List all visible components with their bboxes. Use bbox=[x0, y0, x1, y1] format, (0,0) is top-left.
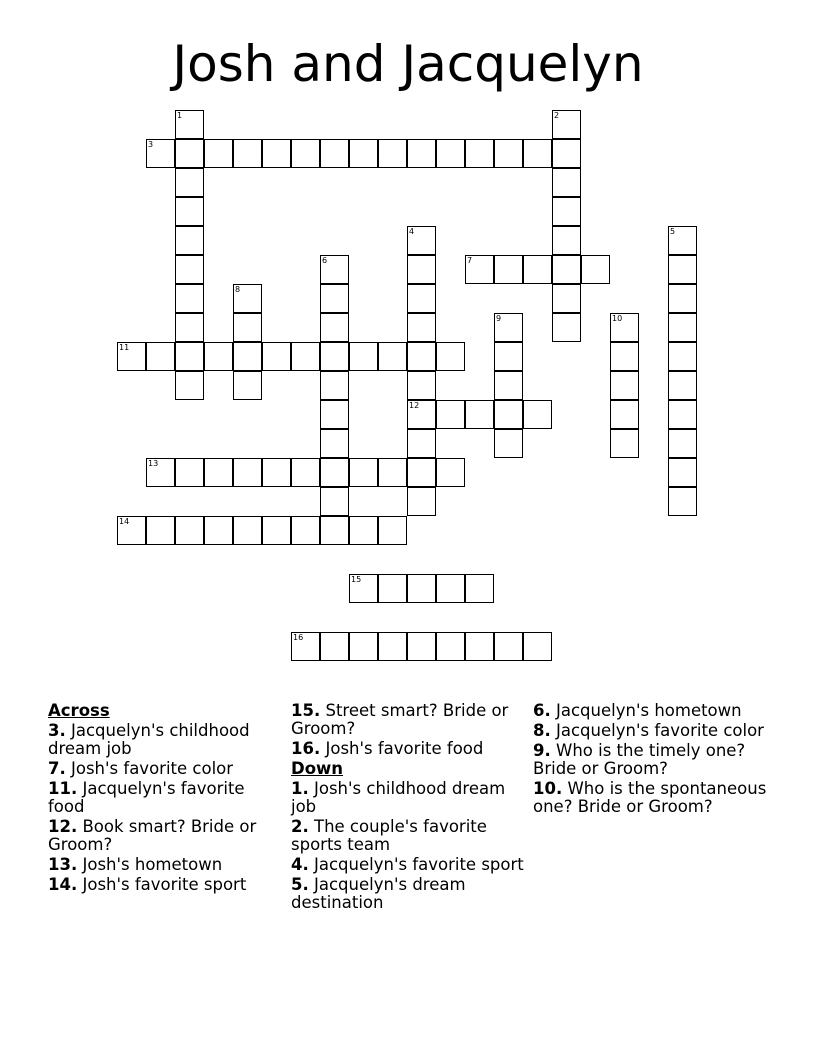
grid-cell[interactable] bbox=[233, 342, 262, 371]
grid-cell[interactable] bbox=[378, 342, 407, 371]
grid-cell[interactable] bbox=[146, 458, 175, 487]
clue-number: 13. bbox=[48, 855, 78, 874]
clue-across-14 bbox=[48, 876, 283, 894]
grid-cell[interactable] bbox=[610, 400, 639, 429]
grid-cell[interactable] bbox=[320, 371, 349, 400]
grid-cell[interactable] bbox=[204, 342, 233, 371]
clue-text: Josh's favorite food bbox=[325, 739, 484, 758]
clue-down-2 bbox=[291, 818, 526, 854]
grid-cell[interactable] bbox=[552, 168, 581, 197]
cell-number: 12 bbox=[409, 401, 420, 410]
grid-cell[interactable] bbox=[349, 574, 378, 603]
grid-cell[interactable] bbox=[523, 632, 552, 661]
grid-cell[interactable] bbox=[175, 516, 204, 545]
grid-cell[interactable] bbox=[175, 284, 204, 313]
grid-cell[interactable] bbox=[291, 342, 320, 371]
grid-cell[interactable] bbox=[320, 400, 349, 429]
grid-cell[interactable] bbox=[320, 342, 349, 371]
grid-cell[interactable] bbox=[233, 313, 262, 342]
grid-cell[interactable] bbox=[668, 487, 697, 516]
grid-cell[interactable] bbox=[175, 139, 204, 168]
grid-cell[interactable] bbox=[175, 197, 204, 226]
clue-across-3 bbox=[48, 722, 283, 758]
grid-cell[interactable] bbox=[668, 371, 697, 400]
clue-number: 3. bbox=[48, 721, 66, 740]
grid-cell[interactable] bbox=[291, 632, 320, 661]
grid-cell[interactable] bbox=[668, 342, 697, 371]
clue-number: 1. bbox=[291, 779, 309, 798]
clue-down-5 bbox=[291, 876, 526, 912]
grid-cell[interactable] bbox=[349, 516, 378, 545]
clue-number: 6. bbox=[533, 701, 551, 720]
grid-cell[interactable] bbox=[204, 516, 233, 545]
grid-cell[interactable] bbox=[175, 342, 204, 371]
grid-cell[interactable] bbox=[523, 255, 552, 284]
grid-cell[interactable] bbox=[378, 632, 407, 661]
grid-cell[interactable] bbox=[668, 284, 697, 313]
clue-text: The couple's favorite sports team bbox=[291, 817, 487, 854]
clue-across-11 bbox=[48, 780, 283, 816]
cell-number: 3 bbox=[148, 140, 154, 149]
grid-cell[interactable] bbox=[436, 342, 465, 371]
clue-number: 15. bbox=[291, 701, 321, 720]
clue-text: Josh's hometown bbox=[82, 855, 223, 874]
grid-cell[interactable] bbox=[320, 139, 349, 168]
cell-number: 14 bbox=[119, 517, 130, 526]
grid-cell[interactable] bbox=[465, 400, 494, 429]
grid-cell[interactable] bbox=[610, 342, 639, 371]
grid-cell[interactable] bbox=[552, 255, 581, 284]
grid-cell[interactable] bbox=[407, 429, 436, 458]
grid-cell[interactable] bbox=[552, 313, 581, 342]
grid-cell[interactable] bbox=[407, 458, 436, 487]
grid-cell[interactable] bbox=[407, 255, 436, 284]
grid-cell[interactable] bbox=[262, 458, 291, 487]
grid-cell[interactable] bbox=[378, 458, 407, 487]
grid-cell[interactable] bbox=[349, 139, 378, 168]
clue-number: 14. bbox=[48, 875, 78, 894]
grid-cell[interactable] bbox=[175, 313, 204, 342]
grid-cell[interactable] bbox=[494, 342, 523, 371]
clue-text: Who is the spontaneous one? Bride or Groom? bbox=[533, 779, 767, 816]
clue-text: Jacquelyn's hometown bbox=[556, 701, 742, 720]
grid-cell[interactable] bbox=[465, 574, 494, 603]
grid-cell[interactable] bbox=[378, 516, 407, 545]
clue-across-13 bbox=[48, 856, 283, 874]
cell-number: 7 bbox=[467, 256, 473, 265]
grid-cell[interactable] bbox=[233, 284, 262, 313]
clues-column-2 bbox=[291, 702, 526, 914]
cell-number: 16 bbox=[293, 633, 304, 642]
clue-number: 10. bbox=[533, 779, 563, 798]
page-title: Josh and Jacquelyn bbox=[172, 35, 644, 93]
clue-text: Book smart? Bride or Groom? bbox=[48, 817, 257, 854]
grid-cell[interactable] bbox=[436, 400, 465, 429]
grid-cell[interactable] bbox=[291, 516, 320, 545]
grid-cell[interactable] bbox=[407, 574, 436, 603]
clue-down-6 bbox=[533, 702, 768, 720]
grid-cell[interactable] bbox=[146, 139, 175, 168]
grid-cell[interactable] bbox=[552, 226, 581, 255]
grid-cell[interactable] bbox=[610, 371, 639, 400]
grid-cell[interactable] bbox=[262, 342, 291, 371]
grid-cell[interactable] bbox=[668, 255, 697, 284]
grid-cell[interactable] bbox=[494, 400, 523, 429]
grid-cell[interactable] bbox=[552, 197, 581, 226]
cell-number: 15 bbox=[351, 575, 362, 584]
clue-text: Jacquelyn's childhood dream job bbox=[48, 721, 250, 758]
grid-cell[interactable] bbox=[494, 139, 523, 168]
grid-cell[interactable] bbox=[523, 139, 552, 168]
grid-cell[interactable] bbox=[233, 516, 262, 545]
grid-cell[interactable] bbox=[146, 342, 175, 371]
clue-text: Josh's favorite sport bbox=[82, 875, 247, 894]
grid-cell[interactable] bbox=[436, 458, 465, 487]
grid-cell[interactable] bbox=[436, 574, 465, 603]
grid-cell[interactable] bbox=[175, 110, 204, 139]
grid-cell[interactable] bbox=[204, 139, 233, 168]
cell-number: 9 bbox=[496, 314, 502, 323]
grid-cell[interactable] bbox=[407, 487, 436, 516]
grid-cell[interactable] bbox=[175, 255, 204, 284]
clue-down-4 bbox=[291, 856, 526, 874]
grid-cell[interactable] bbox=[668, 313, 697, 342]
grid-cell[interactable] bbox=[378, 139, 407, 168]
grid-cell[interactable] bbox=[494, 632, 523, 661]
grid-cell[interactable] bbox=[552, 284, 581, 313]
grid-cell[interactable] bbox=[407, 139, 436, 168]
grid-cell[interactable] bbox=[378, 574, 407, 603]
cell-number: 10 bbox=[612, 314, 623, 323]
clue-text: Jacquelyn's favorite color bbox=[556, 721, 764, 740]
grid-cell[interactable] bbox=[204, 458, 233, 487]
cell-number: 2 bbox=[554, 111, 560, 120]
grid-cell[interactable] bbox=[117, 516, 146, 545]
grid-cell[interactable] bbox=[175, 371, 204, 400]
grid-cell[interactable] bbox=[581, 255, 610, 284]
clue-across-16 bbox=[291, 740, 526, 758]
grid-cell[interactable] bbox=[407, 313, 436, 342]
cell-number: 5 bbox=[670, 227, 676, 236]
clue-text: Jacquelyn's favorite food bbox=[48, 779, 245, 816]
grid-cell[interactable] bbox=[494, 313, 523, 342]
clue-text: Josh's favorite color bbox=[71, 759, 234, 778]
grid-cell[interactable] bbox=[668, 400, 697, 429]
clue-number: 8. bbox=[533, 721, 551, 740]
cell-number: 13 bbox=[148, 459, 159, 468]
grid-cell[interactable] bbox=[494, 371, 523, 400]
grid-cell[interactable] bbox=[291, 458, 320, 487]
grid-cell[interactable] bbox=[465, 255, 494, 284]
clue-number: 12. bbox=[48, 817, 78, 836]
grid-cell[interactable] bbox=[349, 342, 378, 371]
grid-cell[interactable] bbox=[320, 458, 349, 487]
clue-across-15 bbox=[291, 702, 526, 738]
clues-column-3 bbox=[533, 702, 768, 818]
grid-cell[interactable] bbox=[436, 632, 465, 661]
grid-cell[interactable] bbox=[407, 226, 436, 255]
grid-cell[interactable] bbox=[407, 284, 436, 313]
clue-number: 11. bbox=[48, 779, 78, 798]
grid-cell[interactable] bbox=[291, 139, 320, 168]
grid-cell[interactable] bbox=[407, 632, 436, 661]
clues-column-1 bbox=[48, 702, 283, 896]
clue-down-9 bbox=[533, 742, 768, 778]
clue-number: 4. bbox=[291, 855, 309, 874]
cell-number: 6 bbox=[322, 256, 328, 265]
cell-number: 11 bbox=[119, 343, 130, 352]
grid-cell[interactable] bbox=[320, 429, 349, 458]
grid-cell[interactable] bbox=[320, 313, 349, 342]
grid-cell[interactable] bbox=[668, 226, 697, 255]
clue-number: 16. bbox=[291, 739, 321, 758]
grid-cell[interactable] bbox=[175, 226, 204, 255]
grid-cell[interactable] bbox=[407, 342, 436, 371]
across-heading: Across bbox=[48, 701, 110, 720]
grid-cell[interactable] bbox=[407, 371, 436, 400]
clue-text: Jacquelyn's favorite sport bbox=[314, 855, 524, 874]
clue-down-1 bbox=[291, 780, 526, 816]
grid-cell[interactable] bbox=[523, 400, 552, 429]
clue-text: Street smart? Bride or Groom? bbox=[291, 701, 509, 738]
grid-cell[interactable] bbox=[465, 632, 494, 661]
grid-cell[interactable] bbox=[233, 371, 262, 400]
grid-cell[interactable] bbox=[552, 139, 581, 168]
cell-number: 1 bbox=[177, 111, 183, 120]
grid-cell[interactable] bbox=[233, 458, 262, 487]
clue-number: 5. bbox=[291, 875, 309, 894]
grid-cell[interactable] bbox=[320, 255, 349, 284]
cell-number: 4 bbox=[409, 227, 415, 236]
grid-cell[interactable] bbox=[407, 400, 436, 429]
clue-across-7 bbox=[48, 760, 283, 778]
clue-down-10 bbox=[533, 780, 768, 816]
grid-cell[interactable] bbox=[175, 168, 204, 197]
clue-number: 9. bbox=[533, 741, 551, 760]
grid-cell[interactable] bbox=[117, 342, 146, 371]
cell-number: 8 bbox=[235, 285, 241, 294]
grid-cell[interactable] bbox=[320, 516, 349, 545]
down-heading: Down bbox=[291, 759, 344, 778]
clue-number: 7. bbox=[48, 759, 66, 778]
clue-across-12 bbox=[48, 818, 283, 854]
clue-down-8 bbox=[533, 722, 768, 740]
grid-cell[interactable] bbox=[175, 458, 204, 487]
grid-cell[interactable] bbox=[494, 429, 523, 458]
grid-cell[interactable] bbox=[668, 458, 697, 487]
grid-cell[interactable] bbox=[668, 429, 697, 458]
grid-cell[interactable] bbox=[320, 487, 349, 516]
grid-cell[interactable] bbox=[320, 284, 349, 313]
grid-cell[interactable] bbox=[610, 429, 639, 458]
clue-text: Jacquelyn's dream destination bbox=[291, 875, 466, 912]
grid-cell[interactable] bbox=[494, 255, 523, 284]
clue-number: 2. bbox=[291, 817, 309, 836]
grid-cell[interactable] bbox=[610, 313, 639, 342]
grid-cell[interactable] bbox=[233, 139, 262, 168]
grid-cell[interactable] bbox=[146, 516, 175, 545]
grid-cell[interactable] bbox=[349, 632, 378, 661]
grid-cell[interactable] bbox=[262, 139, 291, 168]
grid-cell[interactable] bbox=[262, 516, 291, 545]
clue-text: Who is the timely one? Bride or Groom? bbox=[533, 741, 746, 778]
clue-text: Josh's childhood dream job bbox=[291, 779, 506, 816]
grid-cell[interactable] bbox=[436, 139, 465, 168]
grid-cell[interactable] bbox=[552, 110, 581, 139]
grid-cell[interactable] bbox=[465, 139, 494, 168]
grid-cell[interactable] bbox=[349, 458, 378, 487]
grid-cell[interactable] bbox=[320, 632, 349, 661]
